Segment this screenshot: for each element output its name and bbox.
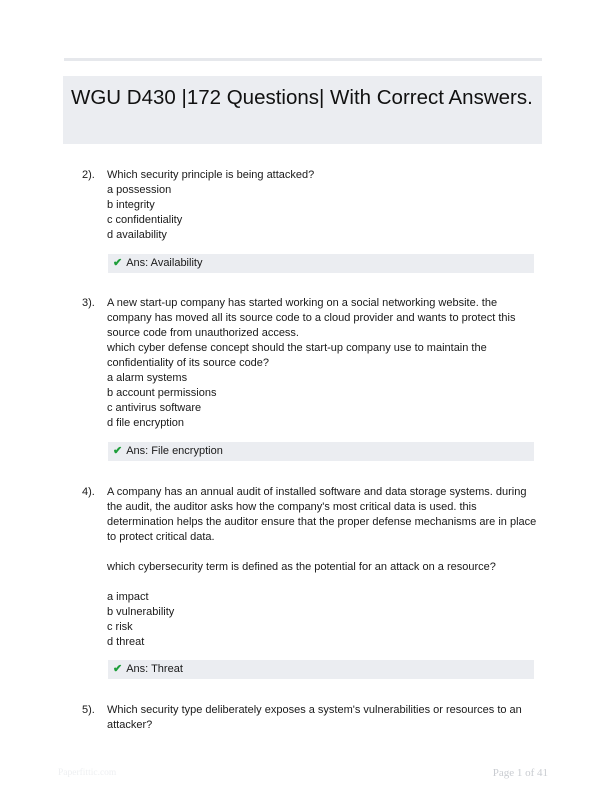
question-text: A new start-up company has started working on a social networking website. the company has moved all its source code to a cloud provider and wants to protect this source code from unauthorized access.	[107, 297, 516, 339]
option-a: a impact	[107, 591, 149, 603]
option-c: c risk	[107, 621, 133, 633]
answer-box	[108, 254, 534, 273]
option-c: c antivirus software	[107, 402, 202, 414]
question-prompt: which cyber defense concept should the start-up company use to maintain the confidentiality of its source code?	[107, 342, 487, 369]
check-icon: ✔	[113, 663, 123, 675]
document-title: WGU D430 |172 Questions| With Correct Answers.	[71, 86, 533, 109]
option-b: b account permissions	[107, 387, 217, 399]
answer-box	[108, 660, 534, 679]
option-d: d threat	[107, 636, 145, 648]
question-number: 4).	[82, 486, 95, 498]
question-text: Which security principle is being attacked?	[107, 169, 315, 181]
question-number: 5).	[82, 704, 95, 716]
top-divider	[64, 58, 542, 61]
answer-text: Ans: Threat	[126, 663, 183, 675]
option-a: a possession	[107, 184, 172, 196]
question-body	[107, 296, 537, 431]
footer-watermark: Paperfittic.com	[58, 768, 117, 778]
question-text: A company has an annual audit of installed software and data storage systems. during the audit, the auditor asks how the company's most critical data is used. this determination helps the auditor ensure that the proper defense mechanisms are in place to protect critical data.	[107, 486, 537, 543]
question-prompt: which cybersecurity term is defined as the potential for an attack on a resource?	[107, 561, 496, 573]
check-icon: ✔	[113, 257, 123, 269]
option-b: b vulnerability	[107, 606, 175, 618]
option-d: d file encryption	[107, 417, 185, 429]
answer-text: Ans: File encryption	[126, 445, 223, 457]
option-b: b integrity	[107, 199, 155, 211]
page-indicator: Page 1 of 41	[492, 767, 548, 779]
question-body	[107, 485, 537, 650]
question-body	[107, 703, 537, 733]
question-number: 3).	[82, 297, 95, 309]
option-a: a alarm systems	[107, 372, 188, 384]
answer-box	[108, 442, 534, 461]
option-c: c confidentiality	[107, 214, 183, 226]
question-body	[107, 168, 537, 243]
title-banner	[63, 76, 542, 144]
option-d: d availability	[107, 229, 167, 241]
answer-text: Ans: Availability	[126, 257, 203, 269]
check-icon: ✔	[113, 445, 123, 457]
question-number: 2).	[82, 169, 95, 181]
question-text: Which security type deliberately exposes a system's vulnerabilities or resources to an attacker?	[107, 704, 522, 731]
